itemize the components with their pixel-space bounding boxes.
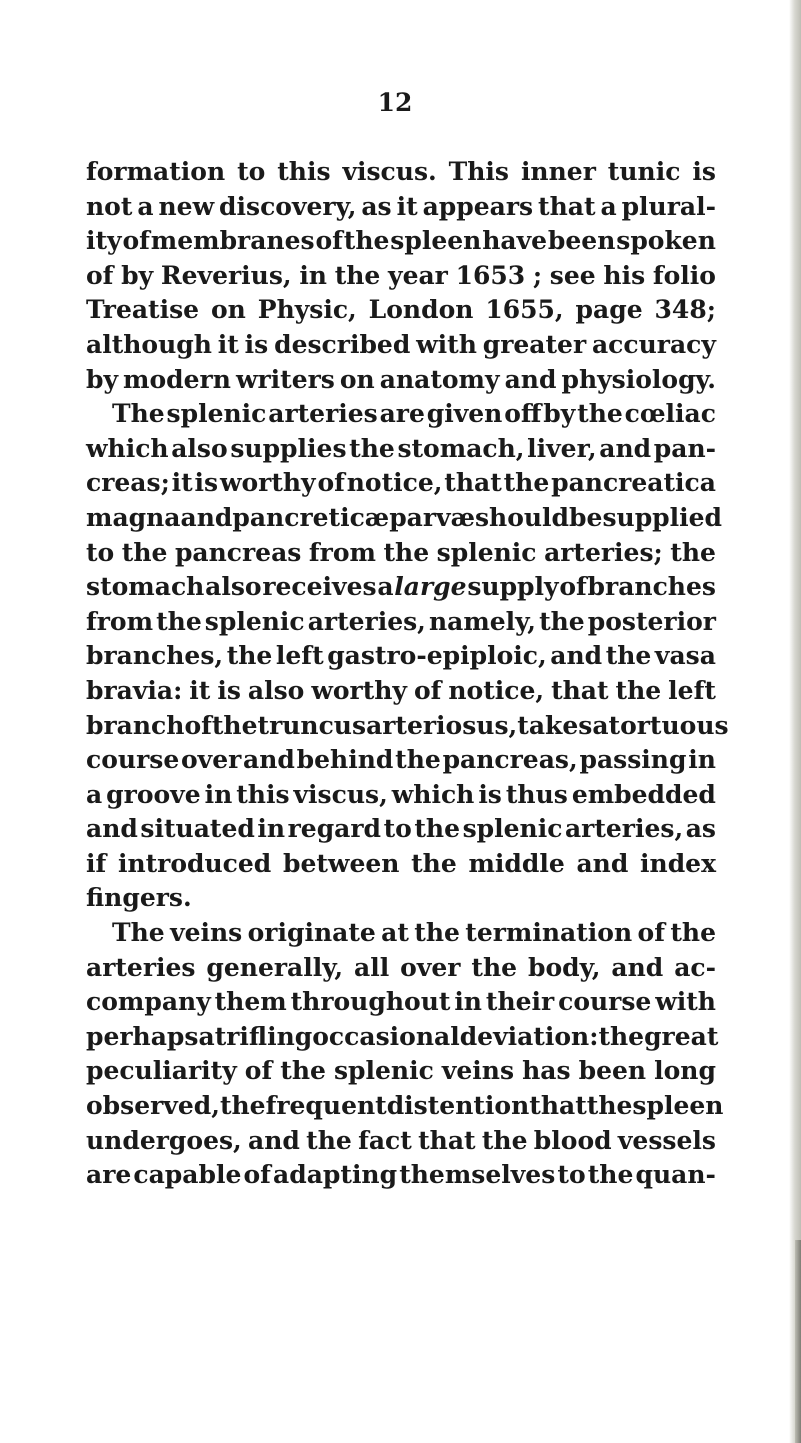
- word: of: [184, 710, 212, 740]
- word: pancreas,: [442, 745, 578, 775]
- word: is: [217, 675, 241, 705]
- word: discovery,: [219, 191, 357, 221]
- word: notice,: [448, 675, 545, 705]
- word: by: [543, 399, 576, 429]
- word: trifling: [214, 1021, 313, 1051]
- word: stomach: [86, 572, 205, 602]
- word: pan-: [653, 433, 716, 463]
- body-text: [86, 155, 729, 1193]
- word: vasa: [654, 641, 716, 671]
- word: of: [243, 1160, 271, 1190]
- word: as: [361, 191, 392, 221]
- word: receives: [262, 572, 377, 602]
- word: it: [217, 329, 239, 359]
- word: and: [248, 1125, 300, 1155]
- word: from: [86, 606, 154, 636]
- word: is: [692, 157, 716, 186]
- word: spleen: [390, 226, 482, 256]
- text-line: [86, 1020, 719, 1055]
- word: termination: [465, 918, 633, 948]
- word: pancreatica: [551, 468, 716, 498]
- word: formation: [86, 157, 226, 186]
- word: should: [474, 502, 570, 532]
- word: stomach,: [397, 433, 525, 463]
- text-line: [86, 259, 716, 294]
- word: not: [86, 191, 133, 221]
- word: Physic,: [257, 295, 357, 325]
- word: left: [275, 641, 324, 671]
- word: by: [86, 364, 119, 394]
- word: London: [368, 295, 474, 325]
- word: in: [454, 987, 482, 1017]
- text-line: [86, 1054, 716, 1089]
- word: splenic: [462, 814, 563, 844]
- word: the: [598, 1021, 645, 1051]
- word: blood: [533, 1125, 612, 1155]
- text-line: [86, 1158, 716, 1193]
- word: is: [194, 468, 219, 498]
- word: it: [189, 675, 211, 705]
- word: arteries,: [564, 814, 684, 844]
- word: and: [576, 848, 629, 878]
- word: the: [156, 606, 202, 636]
- word: the: [587, 1160, 634, 1190]
- word: which: [86, 433, 169, 463]
- word: ity: [86, 226, 122, 256]
- word: the: [670, 537, 716, 567]
- word: folio: [652, 260, 716, 290]
- word: supplied: [602, 502, 723, 532]
- word: also: [247, 675, 305, 705]
- word: with: [655, 987, 716, 1017]
- word: deviation: [459, 1021, 590, 1051]
- word: to: [237, 157, 266, 186]
- word: undergoes,: [86, 1125, 242, 1155]
- word: and: [86, 814, 138, 844]
- word: generally,: [206, 952, 344, 982]
- word: a: [592, 710, 609, 740]
- word: arteries: [86, 952, 196, 982]
- word: the: [211, 710, 258, 740]
- word: on: [211, 295, 246, 325]
- text-line: [86, 1124, 716, 1159]
- word: writers: [235, 364, 335, 394]
- word: peculiarity: [86, 1056, 237, 1086]
- text-line: [86, 847, 716, 882]
- word: passing: [579, 745, 687, 775]
- word: themselves: [399, 1160, 556, 1190]
- word: described: [274, 329, 411, 359]
- word: anatomy: [379, 364, 500, 394]
- word: it: [396, 191, 418, 221]
- word: new: [158, 191, 215, 221]
- text-line: [86, 743, 716, 778]
- word: plural-: [621, 191, 716, 221]
- word: introduced: [117, 848, 272, 878]
- word: the: [411, 848, 457, 878]
- word: index: [640, 848, 716, 878]
- word: the: [349, 433, 395, 463]
- word: the: [280, 1056, 326, 1086]
- page-edge-shadow: [789, 0, 801, 1443]
- word: modern: [123, 364, 231, 394]
- word: spoken: [616, 226, 716, 256]
- text-line: [86, 812, 716, 847]
- text-line: [86, 778, 716, 813]
- word: arteries,: [307, 606, 426, 636]
- word: parvæ: [389, 502, 475, 532]
- word: of: [244, 1056, 273, 1086]
- word: The: [112, 918, 165, 948]
- word: at: [381, 918, 409, 948]
- word: quan-: [635, 1160, 716, 1190]
- word: the: [503, 468, 550, 498]
- word: originate: [247, 918, 376, 948]
- text-line: [86, 570, 716, 605]
- word: perhaps: [86, 1021, 199, 1051]
- word: thus: [505, 779, 568, 809]
- word: it: [171, 468, 193, 498]
- word: arteries: [268, 399, 378, 429]
- text-line: [86, 432, 716, 467]
- word: to: [86, 537, 115, 567]
- word: of: [413, 675, 442, 705]
- word: have: [482, 226, 548, 256]
- text-line: [86, 501, 723, 536]
- word: by: [121, 260, 154, 290]
- text-line: [86, 639, 716, 674]
- word: :: [589, 1021, 599, 1051]
- word: of: [559, 572, 587, 602]
- word: is: [478, 779, 502, 809]
- word: the: [577, 399, 623, 429]
- word: the: [334, 260, 381, 290]
- word: them: [214, 987, 287, 1017]
- text-line: [86, 363, 716, 398]
- word: the: [395, 745, 441, 775]
- word: course: [86, 745, 180, 775]
- word: a: [137, 191, 154, 221]
- text-line: [86, 674, 716, 709]
- word: a: [377, 572, 394, 602]
- word: is: [244, 329, 269, 359]
- word: if: [86, 848, 107, 878]
- word: spleen: [632, 1091, 724, 1121]
- word: are: [379, 399, 425, 429]
- word: between: [282, 848, 400, 878]
- word: the: [615, 675, 662, 705]
- word: that: [551, 675, 609, 705]
- word: left: [668, 675, 716, 705]
- word: splenic: [333, 1056, 434, 1086]
- word: namely,: [428, 606, 537, 636]
- word: branch: [86, 710, 185, 740]
- word: throughout: [290, 987, 451, 1017]
- text-line: [86, 1089, 724, 1124]
- word: and: [180, 502, 233, 532]
- word: distention: [386, 1091, 530, 1121]
- word: behind: [296, 745, 394, 775]
- word: physiology.: [561, 364, 716, 394]
- word: are: [86, 1160, 132, 1190]
- word: on: [339, 364, 375, 394]
- text-line: [86, 155, 716, 190]
- word: takes: [517, 710, 593, 740]
- word: and: [611, 952, 664, 982]
- word: this: [277, 157, 331, 186]
- text-line: [86, 466, 716, 501]
- word: of: [637, 918, 665, 948]
- word: and: [243, 745, 295, 775]
- word: although: [86, 329, 212, 359]
- word: the: [670, 918, 716, 948]
- word: 1653: [455, 260, 526, 290]
- word: great: [644, 1021, 719, 1051]
- word: ;: [532, 260, 543, 290]
- word: The: [112, 399, 165, 429]
- word: large: [394, 572, 467, 602]
- word: over: [400, 952, 461, 982]
- text-line: [86, 951, 716, 986]
- word: been: [547, 226, 616, 256]
- word: the: [226, 641, 273, 671]
- word: the: [306, 1125, 352, 1155]
- word: the: [121, 537, 168, 567]
- word: frequent: [265, 1091, 387, 1121]
- word: with: [416, 329, 477, 359]
- word: the: [343, 226, 390, 256]
- word: a: [86, 779, 103, 809]
- word: in: [299, 260, 327, 290]
- text-line: [86, 536, 716, 571]
- word: fact: [358, 1125, 412, 1155]
- word: 1655,: [485, 295, 564, 325]
- word: inner: [520, 157, 596, 186]
- word: that: [529, 1091, 587, 1121]
- word: that: [418, 1125, 476, 1155]
- word: and: [599, 433, 652, 463]
- word: regard: [287, 814, 382, 844]
- word: in: [688, 745, 716, 775]
- word: the: [471, 952, 518, 982]
- word: of: [86, 260, 114, 290]
- text-line: [86, 916, 716, 951]
- word: fingers.: [86, 883, 192, 913]
- word: off: [504, 399, 542, 429]
- word: also: [205, 572, 262, 602]
- word: the: [586, 1091, 633, 1121]
- word: all: [354, 952, 390, 982]
- word: tortuous: [608, 710, 729, 740]
- word: given: [426, 399, 503, 429]
- word: long: [654, 1056, 716, 1086]
- word: that: [538, 191, 596, 221]
- word: of: [122, 226, 150, 256]
- word: be: [569, 502, 603, 532]
- word: and: [550, 641, 603, 671]
- word: Reverius,: [160, 260, 292, 290]
- word: the: [383, 537, 430, 567]
- word: the: [219, 1091, 266, 1121]
- word: a: [198, 1021, 215, 1051]
- word: branches: [587, 572, 716, 602]
- word: as: [685, 814, 716, 844]
- word: from: [308, 537, 376, 567]
- word: notice,: [346, 468, 443, 498]
- word: tunic: [607, 157, 681, 186]
- word: supply: [467, 572, 559, 602]
- word: 348;: [654, 295, 716, 325]
- word: supplies: [230, 433, 347, 463]
- word: also: [171, 433, 228, 463]
- text-line: [86, 190, 716, 225]
- word: truncus: [257, 710, 367, 740]
- word: this: [236, 779, 290, 809]
- word: capable: [133, 1160, 242, 1190]
- word: situated: [140, 814, 255, 844]
- word: body,: [527, 952, 601, 982]
- word: worthy: [219, 468, 316, 498]
- page-number: 12: [377, 88, 413, 117]
- word: vessels: [617, 1125, 716, 1155]
- text-line: [86, 881, 716, 916]
- word: appears: [422, 191, 534, 221]
- word: observed,: [86, 1091, 220, 1121]
- text-line: [86, 293, 716, 328]
- word: the: [481, 1125, 528, 1155]
- word: magna: [86, 502, 181, 532]
- word: occasional: [312, 1021, 460, 1051]
- word: accuracy: [591, 329, 716, 359]
- word: pancreas: [174, 537, 302, 567]
- word: membranes: [150, 226, 315, 256]
- text-line: [86, 709, 729, 744]
- word: the: [539, 606, 585, 636]
- word: the: [414, 814, 461, 844]
- word: branches,: [86, 641, 224, 671]
- word: arteriosus,: [366, 710, 518, 740]
- word: splenic: [166, 399, 267, 429]
- word: adapting: [273, 1160, 398, 1190]
- word: veins: [441, 1056, 515, 1086]
- word: the: [605, 641, 652, 671]
- word: that: [444, 468, 502, 498]
- word: which: [391, 779, 475, 809]
- word: company: [86, 987, 211, 1017]
- word: page: [575, 295, 643, 325]
- text-line: [86, 605, 716, 640]
- page-edge-shadow-dark: [795, 1240, 801, 1443]
- word: the: [414, 918, 460, 948]
- word: Treatise: [86, 295, 200, 325]
- word: splenic: [204, 606, 305, 636]
- word: liver,: [527, 433, 597, 463]
- word: middle: [468, 848, 565, 878]
- word: course: [558, 987, 652, 1017]
- word: in: [204, 779, 233, 809]
- word: and: [504, 364, 557, 394]
- word: worthy: [311, 675, 407, 705]
- word: of: [315, 226, 343, 256]
- word: This: [448, 157, 510, 186]
- word: gastro-epiploic,: [327, 641, 547, 671]
- text-line: [86, 224, 716, 259]
- word: embedded: [571, 779, 716, 809]
- text-line: [86, 985, 716, 1020]
- word: has: [522, 1056, 571, 1086]
- word: pancreticæ: [232, 502, 390, 532]
- word: veins: [170, 918, 243, 948]
- word: bravia:: [86, 675, 183, 705]
- word: over: [181, 745, 242, 775]
- word: in: [257, 814, 286, 844]
- word: viscus,: [293, 779, 388, 809]
- word: splenic: [436, 537, 537, 567]
- word: a: [600, 191, 617, 221]
- word: to: [383, 814, 412, 844]
- word: year: [388, 260, 448, 290]
- word: their: [485, 987, 555, 1017]
- word: greater: [482, 329, 587, 359]
- word: been: [578, 1056, 647, 1086]
- text-line: [86, 397, 716, 432]
- word: to: [557, 1160, 586, 1190]
- text-line: [86, 328, 716, 363]
- word: of: [317, 468, 345, 498]
- word: posterior: [587, 606, 716, 636]
- word: cœliac: [624, 399, 716, 429]
- word: see: [549, 260, 596, 290]
- word: ac-: [674, 952, 716, 982]
- word: arteries;: [544, 537, 663, 567]
- word: viscus.: [342, 157, 437, 186]
- word: his: [603, 260, 646, 290]
- word: groove: [106, 779, 201, 809]
- word: creas;: [86, 468, 170, 498]
